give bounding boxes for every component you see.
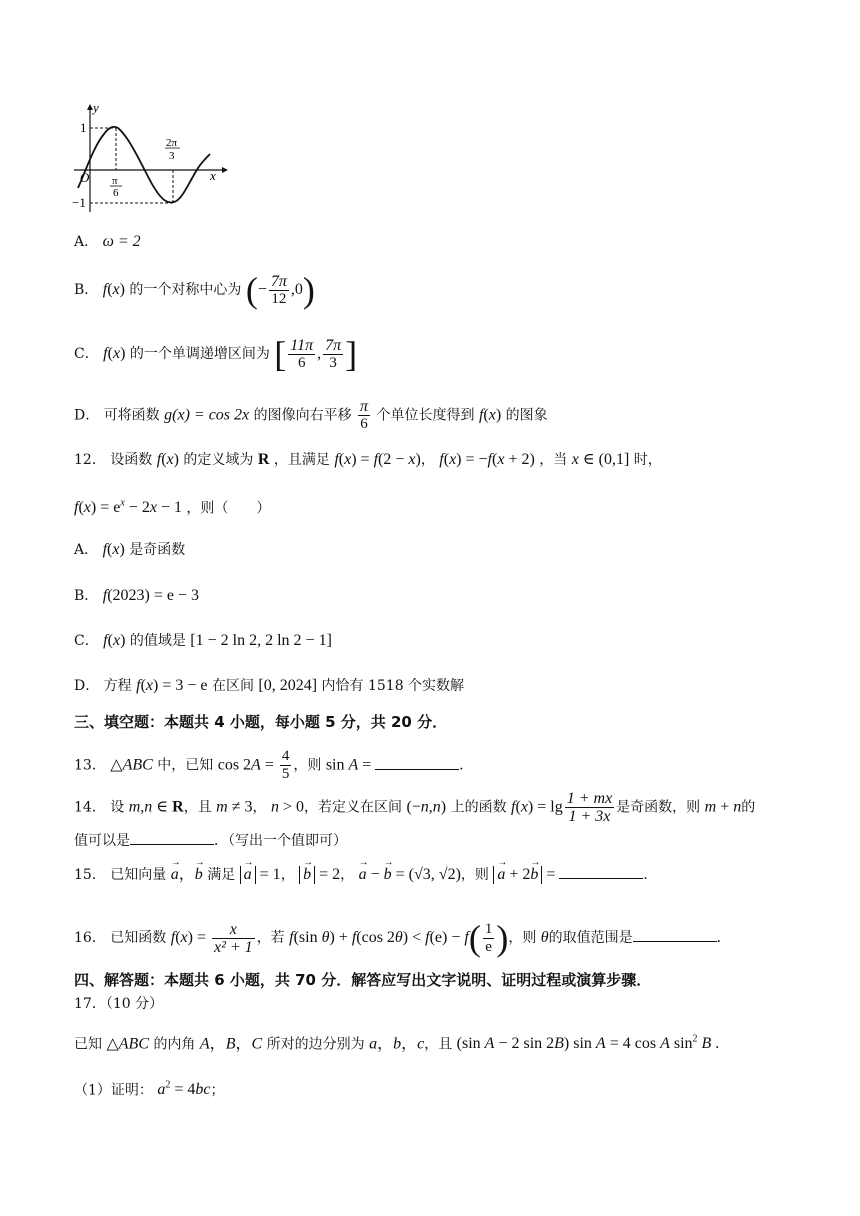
q13 <box>74 748 473 783</box>
y-min-label: −1 <box>72 195 86 210</box>
q16-den: x² + 1 <box>213 938 253 956</box>
q16: 16． 已知函数 f(x) = $\frac{x}{\text{x² + 1}}$ ，若 f(sin θ) + f(cos 2θ) < f(e) − f( $\frac{1}{e}$ )，则 θ的取值范围是 ． <box>74 918 731 958</box>
q11-option-a <box>74 232 141 252</box>
q14-n-gt-0: n > 0 <box>270 798 304 816</box>
q14-interval: (−n,n) <box>406 798 447 816</box>
sine-curve <box>78 127 210 202</box>
answer-blank[interactable] <box>633 927 717 942</box>
option-c-text: 的一个单调递增区间为 <box>129 346 270 362</box>
q17-sides: a，b，c <box>369 1035 425 1053</box>
x-axis-arrow-icon <box>222 167 228 173</box>
q15-cond3: → a − → b = (√3, √2) <box>359 866 461 883</box>
answer-blank[interactable] <box>375 755 459 770</box>
q12-d-text2: 在区间 <box>211 678 254 694</box>
q12-stem-line1: 12． 设函数 f(x) 的定义域为 R ，且满足 f(x) = f(2 − x)， f(x) = −f(x + 2) ，当 x ∈ (0,1] 时， <box>74 451 662 468</box>
q15-cond2: → b = 2 <box>299 866 340 883</box>
option-b-text: 的一个对称中心为 <box>129 282 242 298</box>
q14-text4: 上的函数 <box>450 799 507 816</box>
q12-cond2: f(x) = −f(x + 2) <box>439 451 535 468</box>
q12-text3: ，且满足 <box>273 452 330 468</box>
q17-number: 17．（10 分） <box>74 996 164 1012</box>
question-number: 16． <box>74 930 106 946</box>
q12-d-text1: 方程 <box>103 678 132 694</box>
q12-option-b <box>74 586 199 606</box>
y-max-label: 1 <box>80 120 87 135</box>
q13-text1: 中，已知 <box>157 757 214 774</box>
option-d-text4: 的图象 <box>505 407 548 424</box>
q14-text1: 设 <box>110 799 125 816</box>
q15: 15． 已知向量 → a，→ b 满足 → a = 1， → b = 2， → a − → b = (√3, √2)，则 → a + 2→ b = ． <box>74 864 657 885</box>
pi6-num: π <box>112 175 118 187</box>
y-axis-label: y <box>93 100 99 115</box>
q12-option-a <box>74 540 185 560</box>
option-c-den2: 3 <box>329 354 337 371</box>
q14-m-ne-3: m ≠ 3 <box>216 798 253 816</box>
q14-line2-end: ．（写出一个值即可） <box>214 833 347 849</box>
q17-part1-expr: $a^2 = 4bc$ <box>157 1080 211 1099</box>
option-d-text1: 可将函数 <box>103 407 160 424</box>
q14-num: 1 + mx <box>566 790 613 807</box>
q13-num: 4 <box>281 748 290 764</box>
q14-text6: 的 <box>741 799 756 816</box>
q12-a-text: 是奇函数 <box>129 542 186 558</box>
answer-blank[interactable] <box>130 830 214 845</box>
fx-expr: f(x) <box>103 632 126 649</box>
fx-expr: f(x) <box>478 406 502 424</box>
option-letter: D． <box>74 678 100 694</box>
q16-ineq: f(sin θ) + f(cos 2θ) < f(e) − f <box>289 929 469 946</box>
option-letter: C． <box>74 633 99 649</box>
q12-c-range: [1 − 2 ln 2, 2 ln 2 − 1] <box>190 632 332 649</box>
q17-text4: ，且 <box>424 1036 453 1053</box>
option-a-expr: ω = 2 <box>102 233 141 250</box>
fx-expr: f(x) <box>102 541 125 558</box>
q11-option-d <box>74 398 548 433</box>
q16-end: ． <box>716 930 731 946</box>
option-letter: D． <box>74 407 100 424</box>
q15-text2: 满足 <box>207 867 236 883</box>
pi6-den: 6 <box>113 187 119 199</box>
q12-c-text: 的值域是 <box>129 633 186 649</box>
option-c-num2: 7π <box>325 336 342 354</box>
option-d-num: π <box>360 398 369 415</box>
q12-b-expr: f(2023) = e − 3 <box>102 587 200 604</box>
option-b-den: 12 <box>271 290 287 307</box>
q12-option-d <box>74 676 464 696</box>
q12-cond1: f(x) = f(2 − x) <box>334 451 421 468</box>
q14-text5: 是奇函数，则 <box>616 799 701 816</box>
theta-symbol: θ <box>540 929 549 946</box>
option-d-text3: 个单位长度得到 <box>376 407 475 424</box>
two-pi3-den: 3 <box>169 150 175 162</box>
option-c-den1: 6 <box>297 354 306 371</box>
q16-text1: 已知函数 <box>110 930 167 946</box>
q14-f: f(x) = lg <box>511 798 563 816</box>
two-pi3-num: 2π <box>166 137 178 149</box>
q12-option-c <box>74 631 332 651</box>
q15-vectors: → a，→ b <box>171 866 203 883</box>
option-letter: A． <box>74 234 99 250</box>
q17-equation: (sin A − 2 sin 2B) sin A = 4 cos A $\sin^2 B$ . <box>456 1034 720 1053</box>
q13-text2: ，则 <box>293 757 322 774</box>
question-number: 15． <box>74 867 106 883</box>
q14-text2: ，且 <box>183 799 212 816</box>
question-number: 14． <box>74 799 106 816</box>
q12-d-eq: f(x) = 3 − e <box>136 677 208 694</box>
q12-cond3: x ∈ (0,1] <box>571 451 630 468</box>
x-axis-label: x <box>210 168 216 183</box>
option-letter: B． <box>74 588 99 604</box>
q16-frac2-den: e <box>485 938 492 955</box>
q14-line2-text: 值可以是 <box>74 833 130 849</box>
q12-text4: ，当 <box>539 452 568 468</box>
q15-text3: ，则 <box>460 867 489 883</box>
question-number: 13． <box>74 757 106 774</box>
q14-line2 <box>74 830 347 851</box>
q16-text2: ，若 <box>256 930 285 946</box>
q14-line1: 14． 设 m,n ∈ R，且 m ≠ 3， n > 0，若定义在区间 (−n,n) 上的函数 f(x) = lg $\frac{1 + mx}{1 + 3x}$ 是奇函数，则 m + n的 <box>74 790 756 825</box>
q17-angles: A，B，C <box>199 1035 263 1053</box>
q17-part1: （1）证明： $a^2 = 4bc$； <box>74 1080 225 1099</box>
q15-end: ． <box>643 867 658 883</box>
q17-stem <box>74 1030 719 1054</box>
q17-text3: 所对的边分别为 <box>266 1036 365 1053</box>
q12-text2: 的定义域为 <box>183 452 254 468</box>
option-c-num1: 11π <box>290 336 314 354</box>
q17-text1: 已知 <box>74 1036 102 1053</box>
q15-cond1: → a = 1 <box>240 866 281 883</box>
origin-label: O <box>80 170 90 185</box>
q12-line2-text: ，则（ ） <box>186 500 271 517</box>
option-b-num: 7π <box>270 272 287 290</box>
option-letter: A． <box>74 542 99 558</box>
q11-option-b: B． f(x) 的一个对称中心为 (− $\frac{7\pi}{12}$ ,0) <box>74 270 315 310</box>
triangle-abc: △ABC <box>110 756 153 774</box>
option-d-den: 6 <box>360 416 368 432</box>
triangle-abc: △ABC <box>106 1035 149 1053</box>
q16-num: x <box>212 921 255 939</box>
section-4-title: 四、解答题：本题共 6 小题，共 70 分．解答应写出文字说明、证明过程或演算步骤． <box>74 971 652 989</box>
q16-text3: ，则 <box>508 930 537 946</box>
option-letter: B． <box>74 282 99 298</box>
q16-f: f(x) = <box>170 929 210 946</box>
q12-def: $f(x) = e^x - 2x - 1$ <box>74 498 182 517</box>
question-number: 12． <box>74 452 106 468</box>
fx-expr: f(x) <box>156 451 179 468</box>
answer-blank[interactable] <box>559 864 643 879</box>
q14-den: 1 + 3x <box>568 808 611 825</box>
q12-d-interval: [0, 2024] <box>258 677 318 694</box>
q14-sum: m + n <box>704 798 742 816</box>
q14-text3: ，若定义在区间 <box>303 799 402 816</box>
q12-d-text3: 内恰有 1518 个实数解 <box>321 678 465 694</box>
q16-text4: 的取值范围是 <box>548 930 633 946</box>
q17-part1-label: （1）证明： <box>74 1082 153 1099</box>
q12-text1: 设函数 <box>110 452 153 468</box>
q13-sin: sin A = <box>325 756 376 774</box>
real-set-symbol: R <box>257 451 270 468</box>
q12-text5: 时， <box>633 452 662 468</box>
q13-cos: cos 2A = <box>217 756 278 774</box>
q12-stem-line2 <box>74 494 270 518</box>
q13-end: ． <box>459 757 474 774</box>
q16-frac2-num: 1 <box>484 920 493 937</box>
q11-option-c: C． f(x) 的一个单调递增区间为 [ $\frac{11\pi}{6}$ , $\frac{7\pi}{3}$ ] <box>74 334 358 374</box>
option-letter: C． <box>74 346 99 362</box>
q15-text1: 已知向量 <box>110 867 167 883</box>
q15-target: → a + 2→ b = <box>493 866 559 883</box>
fx-expr: f(x) <box>103 345 126 362</box>
sine-graph <box>70 100 230 218</box>
option-d-expr: g(x) = cos 2x <box>164 406 250 424</box>
fx-expr: f(x) <box>102 281 125 298</box>
section-3-title: 三、填空题：本题共 4 小题，每小题 5 分，共 20 分． <box>74 713 448 731</box>
option-d-text2: 的图像向右平移 <box>253 407 352 424</box>
q14-mn: m,n ∈ R <box>128 798 184 816</box>
q17-text2: 的内角 <box>153 1036 196 1053</box>
q13-den: 5 <box>281 766 290 782</box>
